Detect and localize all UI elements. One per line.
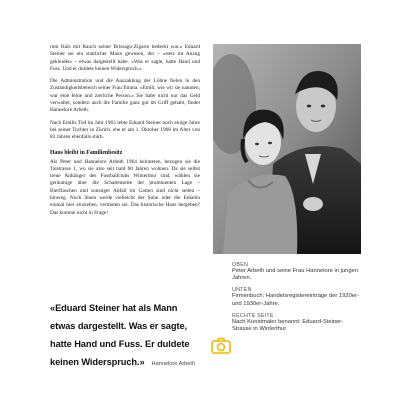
caption-bottom — [232, 287, 362, 307]
caption-text: Peter Arbeth und seine Frau Hannelore in jungen Jahren. — [232, 268, 359, 282]
article-column — [50, 44, 200, 222]
camera-icon — [210, 336, 232, 356]
article-body — [50, 44, 200, 217]
caption-label: UNTEN — [232, 287, 252, 294]
caption-text: Nach Kunstmaler benannt: Eduard-Steiner-Strasse in Winterthur. — [232, 318, 344, 333]
article-paragraph: Nach Emilis Tod im Jahr 1963 lebte Eduard Steiner noch einige Jahre bei seiner Tochter in Zürich, ehe er am 1. Oktober 1968 im Alter von 83 Jahren ebenfalls starb. — [50, 119, 200, 141]
caption-right-page — [232, 313, 362, 333]
article-paragraph: rum Hals mit Rauch seiner Brissago-Zigarre bedeckt war.» Eduard Steiner sei ein stattlicher Mann gewesen, der – »stets im Anzug gekleidet« – etwas dargestellt habe. «Was er sagte, hatte Hand und Fuss. Und er duldete keinen Widerspruch.» — [50, 44, 200, 72]
pull-quote-author: Hannelore Arbeth — [151, 361, 196, 367]
caption-label: OBEN — [232, 262, 249, 268]
couple-photo — [213, 44, 361, 254]
photo-captions — [232, 262, 362, 338]
caption-text: Firmenbuch: Handelsregistereinträge der 1920er- und 1930er-Jahre. — [232, 293, 359, 307]
article-subheading: Haus bleibt in Familienbesitz — [50, 149, 123, 156]
article-paragraph: Die Administration und die Auszahlung der Löhne fielen in den Zuständigkeitsbereich seiner Frau Emma. «Emili, wie wir sie nannten, war eine feine und zierliche Person.» Sie habe nicht nur das Geld verwaltet, sondern auch die Familie ganz gut im Griff gehabt, findet Hannelore Arbeth. — [50, 78, 200, 114]
pull-quote-text: «Eduard Steiner hat als Mann etwas dargestellt. Was er sagte, hatte Hand und Fuss. Er duldete keinen Widerspruch.» — [50, 303, 190, 367]
article-paragraph: Als Peter und Hannelore Arbeth 1964 heirateten, bezogen sie die Talstrasse 1, wo sie also seit bald 60 Jahren wohnen. Da sie selbst treue Anhänger des Fussballclubs Winterthur sind, wählen sie geräumige über die Schattenseite der prominenten Lage – Bierflaschen und sonstiger Abfall im Garten sind nicht selten – hinweg. Noch ihnen werde vielleicht der Sohn oder die Enkelin einmal hier einziehen, vermuten sie. Das historische Haus hergeben? Das komme nicht in Frage! — [50, 158, 200, 216]
caption-label: RECHTE SEITE — [232, 312, 274, 319]
couple-photo-image — [213, 44, 361, 254]
pull-quote — [50, 298, 200, 370]
caption-top — [232, 262, 362, 282]
